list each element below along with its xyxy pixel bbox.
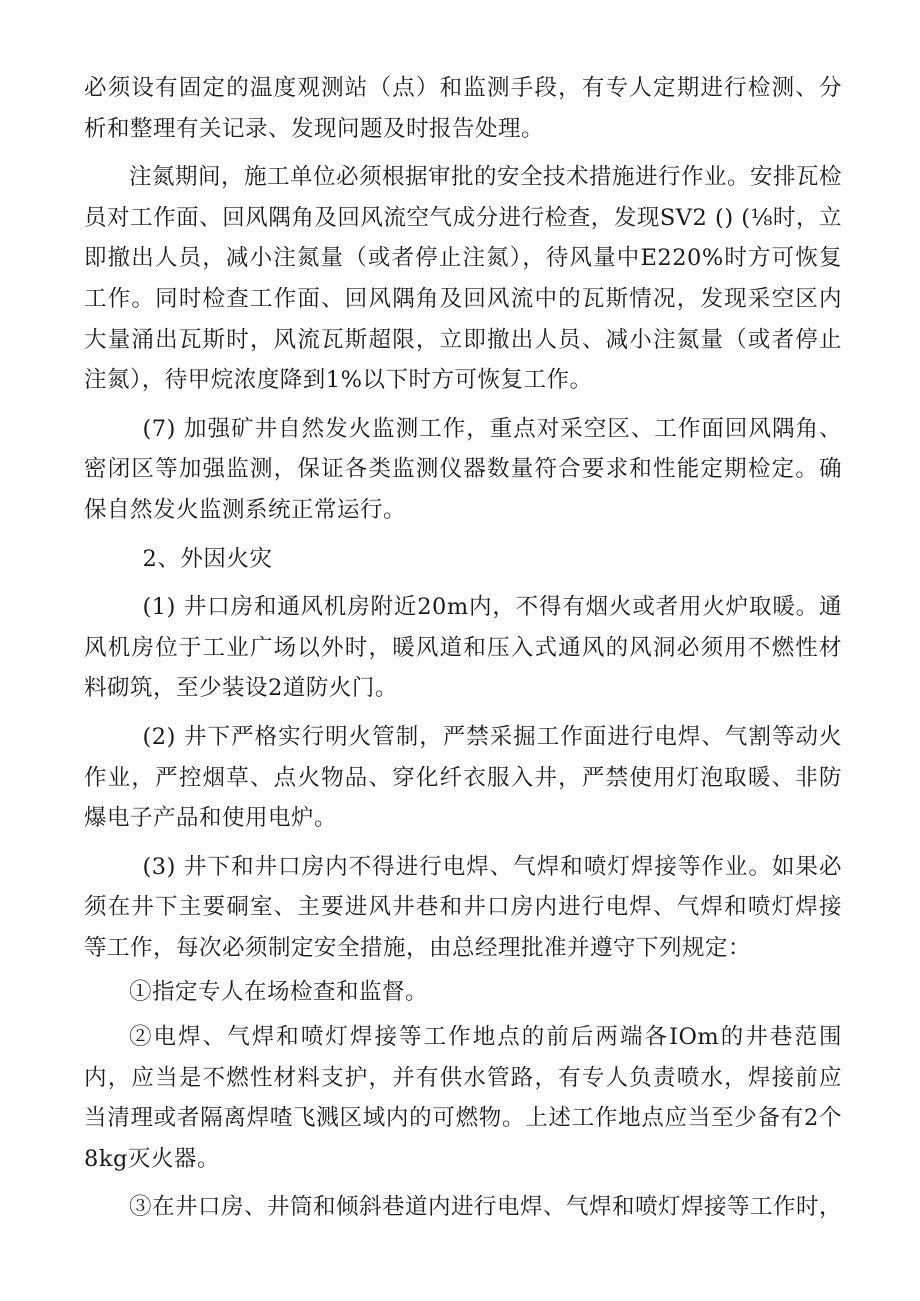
paragraph-3: (7) 加强矿井自然发火监测工作，重点对采空区、工作面回风隅角、密闭区等加强监测，保证各类监测仪器数量符合要求和性能定期检定。确保自然发火监测系统正常运行。 xyxy=(84,415,842,523)
paragraph-2: 注氮期间，施工单位必须根据审批的安全技术措施进行作业。安排瓦检员对工作面、回风隅角及回风流空气成分进行检查，发现SV2 () (⅛时，立即撤出人员，减小注氮量（或者停止注氮），待风量中E220%时方可恢复工作。同时检查工作面、回风隅角及回风流中的瓦斯情况，发现采空区内大量涌出瓦斯时，风流瓦斯超限，立即撤出人员、减小注氮量（或者停止注氮），待甲烷浓度降到1%以下时方可恢复工作。 xyxy=(84,164,843,394)
list-item-3: ③在井口房、井筒和倾斜巷道内进行电焊、气焊和喷灯焊接等工作时， xyxy=(129,1194,843,1221)
list-item-1: ①指定专人在场检查和监督。 xyxy=(129,979,429,1006)
section-heading: 2、外因火灾 xyxy=(142,545,273,572)
paragraph-6: (3) 井下和井口房内不得进行电焊、气焊和喷灯焊接等作业。如果必须在井下主要硐室、主要进风井巷和井口房内进行电焊、气焊和喷灯焊接等工作，每次必须制定安全措施，由总经理批准并遵守下列规定： xyxy=(84,853,842,961)
paragraph-4: (1) 井口房和通风机房附近20m内，不得有烟火或者用火炉取暖。通风机房位于工业广场以外时，暖风道和压入式通风的风洞必须用不燃性材料砌筑，至少装设2道防火门。 xyxy=(84,594,842,702)
paragraph-1: 必须设有固定的温度观测站（点）和监测手段，有专人定期进行检测、分析和整理有关记录、发现问题及时报告处理。 xyxy=(84,75,842,142)
list-item-2: ②电焊、气焊和喷灯焊接等工作地点的前后两端各IOm的井巷范围内，应当是不燃性材料支护，并有供水管路，有专人负责喷水，焊接前应当清理或者隔离焊喳飞溅区域内的可燃物。上述工作地点应当至少备有2个8kg灭火器。 xyxy=(84,1024,842,1172)
paragraph-5: (2) 井下严格实行明火管制，严禁采掘工作面进行电焊、气割等动火作业，严控烟草、点火物品、穿化纤衣服入井，严禁使用灯泡取暖、非防爆电子产品和使用电炉。 xyxy=(84,723,842,832)
